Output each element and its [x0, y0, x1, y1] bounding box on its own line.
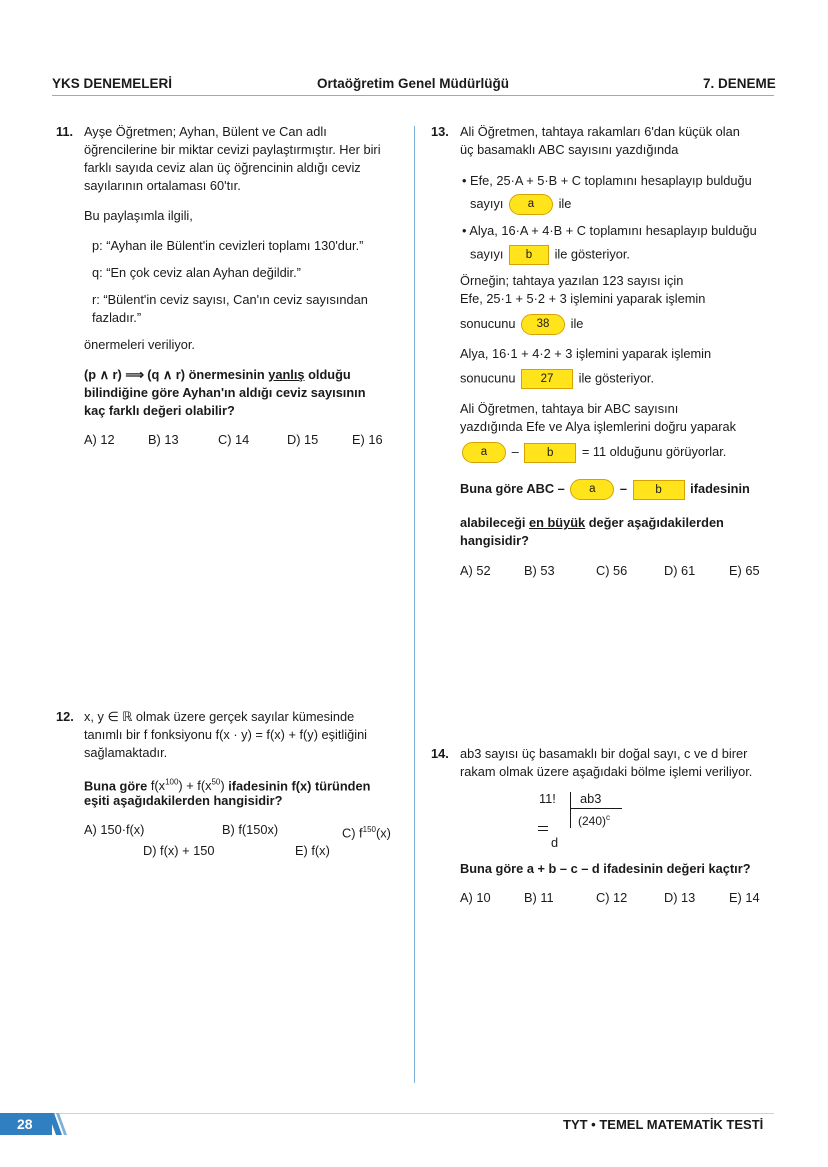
q13-example: Efe, 25·1 + 5·2 + 3 işlemini yaparak işlemin: [460, 291, 706, 306]
q14-option-b[interactable]: B) 11: [524, 890, 554, 905]
q13-stem: Buna göre ABC – a – b ifadesinin: [460, 479, 750, 500]
q11-stem: kaç farklı değeri olabilir?: [84, 403, 235, 418]
q13-option-e[interactable]: E) 65: [729, 563, 760, 578]
q12-line: tanımlı bir f fonksiyonu f(x · y) = f(x) + f(y) eşitliğini: [84, 727, 368, 742]
q12-option-d[interactable]: D) f(x) + 150: [143, 843, 215, 858]
divisor: ab3: [580, 791, 602, 806]
header-center: Ortaöğretim Genel Müdürlüğü: [317, 76, 510, 91]
q13-line: üç basamaklı ABC sayısını yazdığında: [460, 142, 679, 157]
q12-stem: Buna göre $f(x^{100}) + f(x^{50})$ ifadesinin f(x) türünden: [84, 778, 371, 794]
q13-example: Örneğin; tahtaya yazılan 123 sayısı için: [460, 273, 684, 288]
subtraction-line: [538, 826, 548, 827]
q13-stem: alabileceği en büyük değer aşağıdakilerden: [460, 515, 724, 530]
footer-divider: [52, 1113, 774, 1114]
q13-option-d[interactable]: D) 61: [664, 563, 696, 578]
q13-example-alya-result: sonucunu 27 ile gösteriyor.: [460, 369, 654, 389]
symbol-a-oval: a: [462, 442, 506, 463]
q14-option-e[interactable]: E) 14: [729, 890, 760, 905]
q13-example-efe-result: sonucunu 38 ile: [460, 314, 583, 335]
q11-line: farklı sayıda ceviz alan üç öğrencinin aldığı ceviz: [84, 160, 361, 175]
q11-statement-p: p: “Ayhan ile Bülent'in cevizleri toplamı 130'dur.”: [92, 238, 364, 253]
q14-number: 14.: [431, 746, 449, 761]
q11-option-c[interactable]: C) 14: [218, 432, 250, 447]
q13-option-a[interactable]: A) 52: [460, 563, 491, 578]
q12-stem: eşiti aşağıdakilerden hangisidir?: [84, 793, 283, 808]
q11-option-d[interactable]: D) 15: [287, 432, 319, 447]
q12-option-a[interactable]: A) 150·f(x): [84, 822, 145, 837]
q11-stem: (p ∧ r) ⟹ (q ∧ r) önermesinin yanlış olduğu: [84, 367, 351, 382]
q11-option-b[interactable]: B) 13: [148, 432, 179, 447]
result-27-box: 27: [521, 369, 573, 389]
q13-line: Ali Öğretmen, tahtaya rakamları 6'dan küçük olan: [460, 124, 740, 139]
q13-stem: hangisidir?: [460, 533, 529, 548]
quotient: $(240)^c$: [578, 813, 611, 828]
q11-statement-r: fazladır.”: [92, 310, 142, 325]
q13-line: yazdığında Efe ve Alya işlemlerini doğru yaparak: [460, 419, 736, 434]
dividend: 11!: [539, 791, 556, 806]
symbol-b-box: b: [633, 480, 685, 500]
q13-line: Ali Öğretmen, tahtaya bir ABC sayısını: [460, 401, 679, 416]
subtraction-line: [538, 830, 548, 831]
header-divider: [52, 95, 774, 96]
q12-option-c[interactable]: C) $f^{150}(x)$: [342, 825, 391, 841]
division-vertical-line: [570, 792, 571, 828]
q11-statement-r: r: “Bülent'in ceviz sayısı, Can'ın ceviz sayısından: [92, 292, 368, 307]
q13-bullet-efe-cont: sayıyı a ile: [470, 194, 571, 215]
q12-option-e[interactable]: E) f(x): [295, 843, 330, 858]
q14-option-d[interactable]: D) 13: [664, 890, 696, 905]
footer-title: TYT • TEMEL MATEMATİK TESTİ: [563, 1117, 764, 1132]
q13-bullet-alya-cont: sayıyı b ile gösteriyor.: [470, 245, 630, 265]
q11-line: sayılarının ortalaması 60'tır.: [84, 178, 241, 193]
q11-line: Bu paylaşımla ilgili,: [84, 208, 193, 223]
symbol-a-oval: a: [509, 194, 553, 215]
q11-line: Ayşe Öğretmen; Ayhan, Bülent ve Can adlı: [84, 124, 327, 139]
symbol-b-box: b: [524, 443, 576, 463]
q13-bullet-alya: • Alya, 16·A + 4·B + C toplamını hesaplayıp bulduğu: [462, 223, 757, 238]
symbol-b-box: b: [509, 245, 549, 265]
q11-line: öğrencilerine bir miktar cevizi paylaştırmıştır. Her biri: [84, 142, 381, 157]
header-left: YKS DENEMELERİ: [52, 76, 173, 91]
q14-option-a[interactable]: A) 10: [460, 890, 491, 905]
q14-stem: Buna göre a + b – c – d ifadesinin değeri kaçtır?: [460, 861, 751, 876]
q11-stem: bilindiğine göre Ayhan'ın aldığı ceviz sayısının: [84, 385, 366, 400]
column-divider: [414, 126, 415, 1083]
q13-example: Alya, 16·1 + 4·2 + 3 işlemini yaparak işlemin: [460, 346, 712, 361]
q12-option-b[interactable]: B) f(150x): [222, 822, 279, 837]
q11-option-a[interactable]: A) 12: [84, 432, 115, 447]
q11-statement-q: q: “En çok ceviz alan Ayhan değildir.”: [92, 265, 301, 280]
q11-option-e[interactable]: E) 16: [352, 432, 383, 447]
q11-line: önermeleri veriliyor.: [84, 337, 195, 352]
q13-number: 13.: [431, 124, 449, 139]
page-number: 28: [17, 1116, 33, 1132]
q13-equation: a – b = 11 olduğunu görüyorlar.: [460, 442, 726, 463]
symbol-a-oval: a: [570, 479, 614, 500]
q12-line: sağlamaktadır.: [84, 745, 168, 760]
q13-option-c[interactable]: C) 56: [596, 563, 628, 578]
q12-line: x, y ∈ ℝ olmak üzere gerçek sayılar kümesinde: [84, 709, 355, 724]
q14-option-c[interactable]: C) 12: [596, 890, 628, 905]
header-right: 7. DENEME: [703, 76, 776, 91]
remainder: d: [551, 835, 559, 850]
q12-number: 12.: [56, 709, 74, 724]
q14-line: rakam olmak üzere aşağıdaki bölme işlemi veriliyor.: [460, 764, 753, 779]
result-38-oval: 38: [521, 314, 565, 335]
q13-bullet-efe: • Efe, 25·A + 5·B + C toplamını hesaplayıp bulduğu: [462, 173, 752, 188]
q13-option-b[interactable]: B) 53: [524, 563, 555, 578]
page-tab-stripes: [48, 1113, 70, 1135]
q14-line: ab3 sayısı üç basamaklı bir doğal sayı, c ve d birer: [460, 746, 748, 761]
q11-number: 11.: [56, 124, 74, 139]
